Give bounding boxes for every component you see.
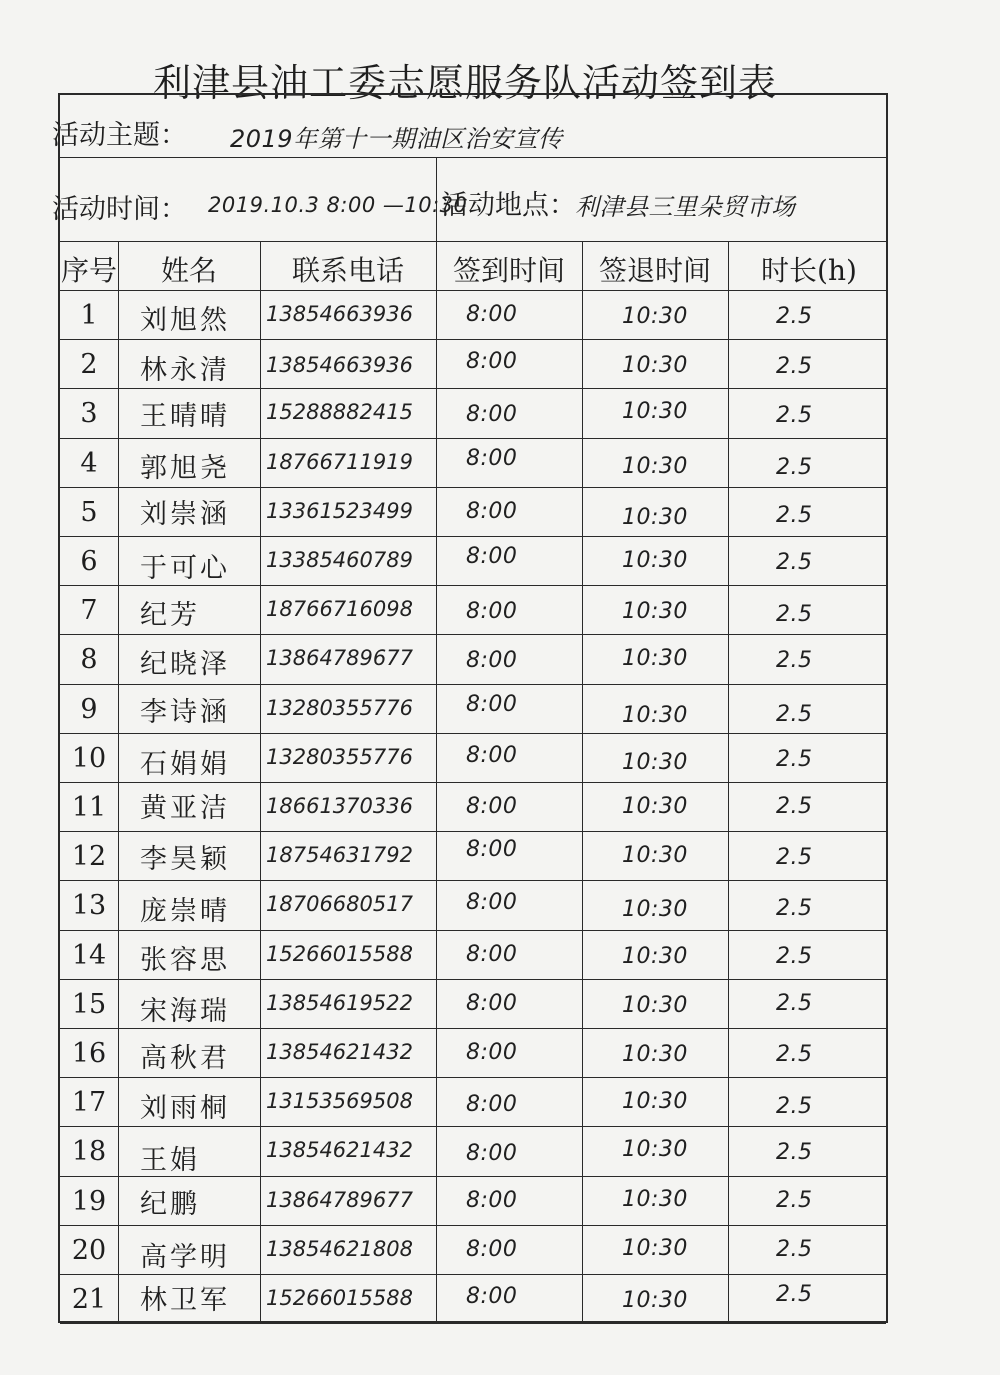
row-duration: 2.5	[776, 1140, 813, 1166]
row-number: 13	[71, 890, 107, 922]
row-name: 纪晓泽	[140, 649, 230, 681]
row-phone: 13153569508	[266, 1089, 413, 1114]
place-value: 利津县三里朵贸市场	[575, 193, 796, 221]
row-duration: 2.5	[776, 990, 813, 1016]
row-phone: 18661370336	[266, 794, 413, 818]
row-signin-time: 8:00	[466, 445, 518, 471]
row-signout-time: 10:30	[622, 1235, 688, 1261]
row-duration: 2.5	[776, 701, 813, 727]
row-number: 10	[71, 742, 107, 774]
row-signout-time: 10:30	[622, 749, 688, 775]
row-divider	[60, 585, 886, 586]
row-signin-time: 8:00	[466, 1092, 518, 1118]
row-signout-time: 10:30	[622, 453, 688, 479]
row-number: 20	[71, 1234, 107, 1266]
row-name: 庞崇晴	[140, 896, 230, 928]
row-duration: 2.5	[776, 1236, 813, 1262]
row-name: 石娟娟	[140, 748, 230, 780]
row-signin-time: 8:00	[466, 941, 518, 967]
topic-label: 活动主题：	[52, 120, 187, 151]
row-signout-time: 10:30	[622, 897, 688, 923]
row-divider	[60, 438, 886, 439]
row-signin-time: 8:00	[466, 599, 518, 625]
row-name: 李诗涵	[140, 696, 230, 728]
row-name: 纪鹏	[140, 1188, 200, 1220]
col-header-name: 姓名	[160, 254, 217, 287]
row-name: 张容思	[140, 944, 230, 976]
row-number: 19	[71, 1185, 107, 1217]
row-signin-time: 8:00	[466, 691, 518, 717]
row-signout-time: 10:30	[622, 843, 688, 869]
row-phone: 15266015588	[266, 1286, 413, 1310]
row-divider	[60, 979, 886, 980]
row-signout-time: 10:30	[622, 794, 688, 819]
row-phone: 13854663936	[266, 302, 413, 326]
row-divider	[60, 684, 886, 685]
row-number: 12	[71, 841, 107, 873]
row-number: 7	[80, 595, 98, 627]
row-divider	[60, 831, 886, 832]
row-signin-time: 8:00	[466, 990, 518, 1016]
row-name: 王娟	[140, 1145, 200, 1177]
col-header-signin: 签到时间	[452, 254, 565, 287]
page-title: 利津县油工委志愿服务队活动签到表	[152, 61, 777, 105]
row-signout-time: 10:30	[622, 504, 688, 530]
row-phone: 13854663936	[266, 353, 413, 378]
row-name: 黄亚洁	[140, 793, 230, 824]
col-header-signout: 签退时间	[598, 254, 711, 287]
row-divider	[60, 536, 886, 537]
row-signout-time: 10:30	[622, 599, 688, 625]
row-divider	[60, 782, 886, 783]
row-number: 8	[80, 644, 98, 676]
row-signout-time: 10:30	[622, 353, 688, 379]
row-divider	[60, 1077, 886, 1078]
row-duration: 2.5	[776, 746, 813, 772]
row-phone: 15288882415	[266, 400, 413, 425]
row-phone: 15266015588	[266, 941, 413, 966]
row-name: 纪芳	[140, 600, 200, 632]
row-divider	[60, 1126, 886, 1127]
row-divider	[60, 930, 886, 931]
row-signout-time: 10:30	[622, 1186, 688, 1212]
row-signout-time: 10:30	[622, 702, 688, 728]
row-signin-time: 8:00	[466, 1141, 518, 1167]
row-signin-time: 8:00	[466, 742, 518, 768]
row-signin-time: 8:00	[466, 544, 518, 569]
row-phone: 13864789677	[266, 646, 413, 671]
row-phone: 13864789677	[266, 1187, 413, 1212]
row-number: 9	[80, 693, 98, 725]
row-signout-time: 10:30	[622, 943, 688, 969]
row-number: 21	[71, 1284, 107, 1315]
row-name: 刘旭然	[140, 305, 230, 336]
row-phone: 13854621432	[266, 1138, 413, 1163]
row-duration: 2.5	[776, 845, 813, 871]
row-signin-time: 8:00	[466, 349, 518, 375]
row-divider	[60, 1323, 886, 1324]
row-duration: 2.5	[776, 354, 813, 380]
row-phone: 13280355776	[266, 744, 413, 769]
time-label: 活动时间：	[52, 194, 187, 225]
sign-in-table	[52, 93, 888, 1323]
row-signout-time: 10:30	[622, 548, 688, 573]
row-duration: 2.5	[776, 304, 813, 329]
row-phone: 18766711919	[266, 449, 413, 474]
place-label: 活动地点：	[441, 190, 576, 221]
row-divider	[60, 1028, 886, 1029]
row-number: 18	[71, 1136, 107, 1168]
row-number: 2	[80, 349, 98, 381]
time-value: 2019.10.3 8:00 —10:30	[208, 193, 468, 217]
row-name: 林卫军	[140, 1285, 230, 1316]
row-duration: 2.5	[776, 943, 813, 969]
row-signin-time: 8:00	[466, 1187, 518, 1213]
row-duration: 2.5	[776, 1094, 813, 1120]
row-name: 宋海瑞	[140, 995, 230, 1027]
row-signout-time: 10:30	[622, 304, 688, 329]
row-number: 17	[71, 1087, 107, 1119]
row-name: 林永清	[140, 355, 230, 387]
row-phone: 13280355776	[266, 695, 413, 720]
row-divider	[60, 487, 886, 488]
row-divider	[60, 1225, 886, 1226]
row-divider	[60, 290, 886, 291]
row-name: 郭旭尧	[140, 452, 230, 484]
row-phone: 13854621432	[266, 1040, 413, 1064]
row-signin-time: 8:00	[466, 302, 518, 327]
row-divider	[60, 1274, 886, 1275]
row-signin-time: 8:00	[466, 794, 518, 819]
row-signin-time: 8:00	[466, 1284, 518, 1309]
row-duration: 2.5	[776, 1282, 813, 1307]
row-duration: 2.5	[776, 550, 813, 575]
row-number: 4	[80, 447, 98, 479]
row-signout-time: 10:30	[622, 646, 688, 672]
row-divider	[60, 634, 886, 635]
row-number: 14	[71, 939, 107, 971]
row-name: 刘雨桐	[140, 1093, 230, 1125]
row-signin-time: 8:00	[466, 890, 518, 916]
row-duration: 2.5	[776, 648, 813, 674]
row-number: 6	[80, 546, 98, 577]
row-signout-time: 10:30	[622, 1089, 688, 1115]
row-signin-time: 8:00	[466, 1040, 518, 1065]
row-signout-time: 10:30	[622, 992, 688, 1018]
row-phone: 18766716098	[266, 597, 413, 622]
row-duration: 2.5	[776, 1187, 813, 1213]
row-name: 王晴晴	[140, 401, 230, 433]
row-number: 15	[71, 988, 107, 1020]
row-number: 1	[80, 300, 98, 331]
row-duration: 2.5	[776, 896, 813, 922]
col-header-phone: 联系电话	[291, 254, 404, 287]
row-phone: 13361523499	[266, 498, 413, 523]
row-number: 16	[71, 1038, 107, 1069]
row-signout-time: 10:30	[622, 1042, 688, 1067]
row-phone: 18706680517	[266, 892, 413, 917]
row-signin-time: 8:00	[466, 1236, 518, 1262]
row-phone: 13385460789	[266, 548, 413, 572]
row-number: 11	[71, 792, 107, 823]
row-divider	[60, 241, 886, 242]
row-name: 李昊颖	[140, 844, 230, 876]
row-signout-time: 10:30	[622, 1137, 688, 1163]
row-signin-time: 8:00	[466, 498, 518, 524]
row-phone: 13854619522	[266, 990, 413, 1015]
row-phone: 13854621808	[266, 1236, 413, 1261]
row-duration: 2.5	[776, 502, 813, 528]
row-number: 5	[80, 496, 98, 528]
row-divider	[60, 157, 886, 158]
row-signin-time: 8:00	[466, 837, 518, 863]
row-signin-time: 8:00	[466, 402, 518, 428]
row-name: 高秋君	[140, 1043, 230, 1074]
row-signout-time: 10:30	[622, 1288, 688, 1313]
row-duration: 2.5	[776, 1042, 813, 1067]
col-header-no: 序号	[60, 254, 117, 287]
row-phone: 18754631792	[266, 843, 413, 868]
row-signout-time: 10:30	[622, 399, 688, 425]
row-name: 高学明	[140, 1241, 230, 1273]
row-divider	[60, 733, 886, 734]
row-duration: 2.5	[776, 794, 813, 819]
row-duration: 2.5	[776, 602, 813, 628]
row-signin-time: 8:00	[466, 648, 518, 674]
row-name: 刘崇涵	[140, 498, 230, 530]
row-divider	[60, 880, 886, 881]
col-header-hours: 时长(h)	[761, 254, 857, 287]
topic-value: 2019年第十一期油区治安宣传	[230, 125, 563, 153]
row-duration: 2.5	[776, 454, 813, 480]
row-number: 3	[80, 398, 98, 430]
row-duration: 2.5	[776, 403, 813, 429]
row-divider	[60, 339, 886, 340]
row-divider	[60, 388, 886, 389]
row-name: 于可心	[140, 553, 230, 584]
